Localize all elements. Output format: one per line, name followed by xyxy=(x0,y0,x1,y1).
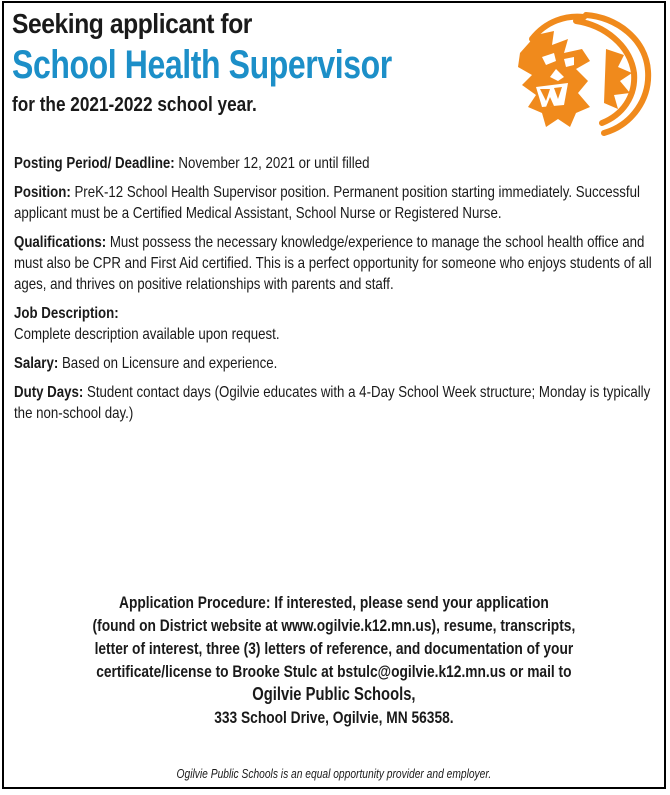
posting-body xyxy=(14,153,652,432)
header xyxy=(12,7,492,119)
mailing-address: 333 School Drive, Ogilvie, MN 56358. xyxy=(214,708,454,727)
job-description-label: Job Description: xyxy=(14,305,119,322)
duty-days-label: Duty Days: xyxy=(14,384,84,401)
job-description xyxy=(14,303,652,345)
application-line-2: (found on District website at www.ogilvie.k12.mn.us), resume, transcripts, xyxy=(92,616,576,635)
salary-label: Salary: xyxy=(14,355,59,372)
application-line-4: certificate/license to Brooke Stulc at bstulc@ogilvie.k12.mn.us or mail to xyxy=(96,662,572,681)
qualifications-text: Must possess the necessary knowledge/experience to manage the school health office and must also be CPR and First Aid certified. This is a perfect opportunity for someone who enjoys students of all ages, and thrives on positive relationships with parents and staff. xyxy=(14,234,652,293)
salary xyxy=(14,353,652,374)
application-line-1: Application Procedure: If interested, please send your application xyxy=(119,593,549,612)
posting-period xyxy=(14,153,652,174)
position-text: PreK-12 School Health Supervisor position. Permanent position starting immediately. Successful applicant must be a Certified Medical Assistant, School Nurse or Registered Nurse. xyxy=(14,184,640,222)
position xyxy=(14,182,652,224)
application-line-3: letter of interest, three (3) letters of reference, and documentation of your xyxy=(94,639,574,658)
lion-mascot-icon xyxy=(506,9,656,139)
school-year: for the 2021-2022 school year. xyxy=(12,94,257,116)
posting-period-label: Posting Period/ Deadline: xyxy=(14,155,175,172)
equal-opportunity-notice: Ogilvie Public Schools is an equal opportunity provider and employer. xyxy=(176,767,492,781)
position-label: Position: xyxy=(14,184,71,201)
duty-days xyxy=(14,382,652,424)
job-posting xyxy=(2,1,666,789)
salary-text: Based on Licensure and experience. xyxy=(58,355,278,372)
qualifications-label: Qualifications: xyxy=(14,234,107,251)
posting-period-text: November 12, 2021 or until filled xyxy=(174,155,370,172)
header-intro: Seeking applicant for xyxy=(12,8,252,39)
qualifications xyxy=(14,232,652,295)
job-title: School Health Supervisor xyxy=(12,43,392,87)
organization-name: Ogilvie Public Schools, xyxy=(252,684,416,704)
application-procedure xyxy=(10,591,658,729)
job-description-text: Complete description available upon request. xyxy=(14,326,280,343)
duty-days-text: Student contact days (Ogilvie educates with a 4-Day School Week structure; Monday is typically the non-school day.) xyxy=(14,384,651,422)
